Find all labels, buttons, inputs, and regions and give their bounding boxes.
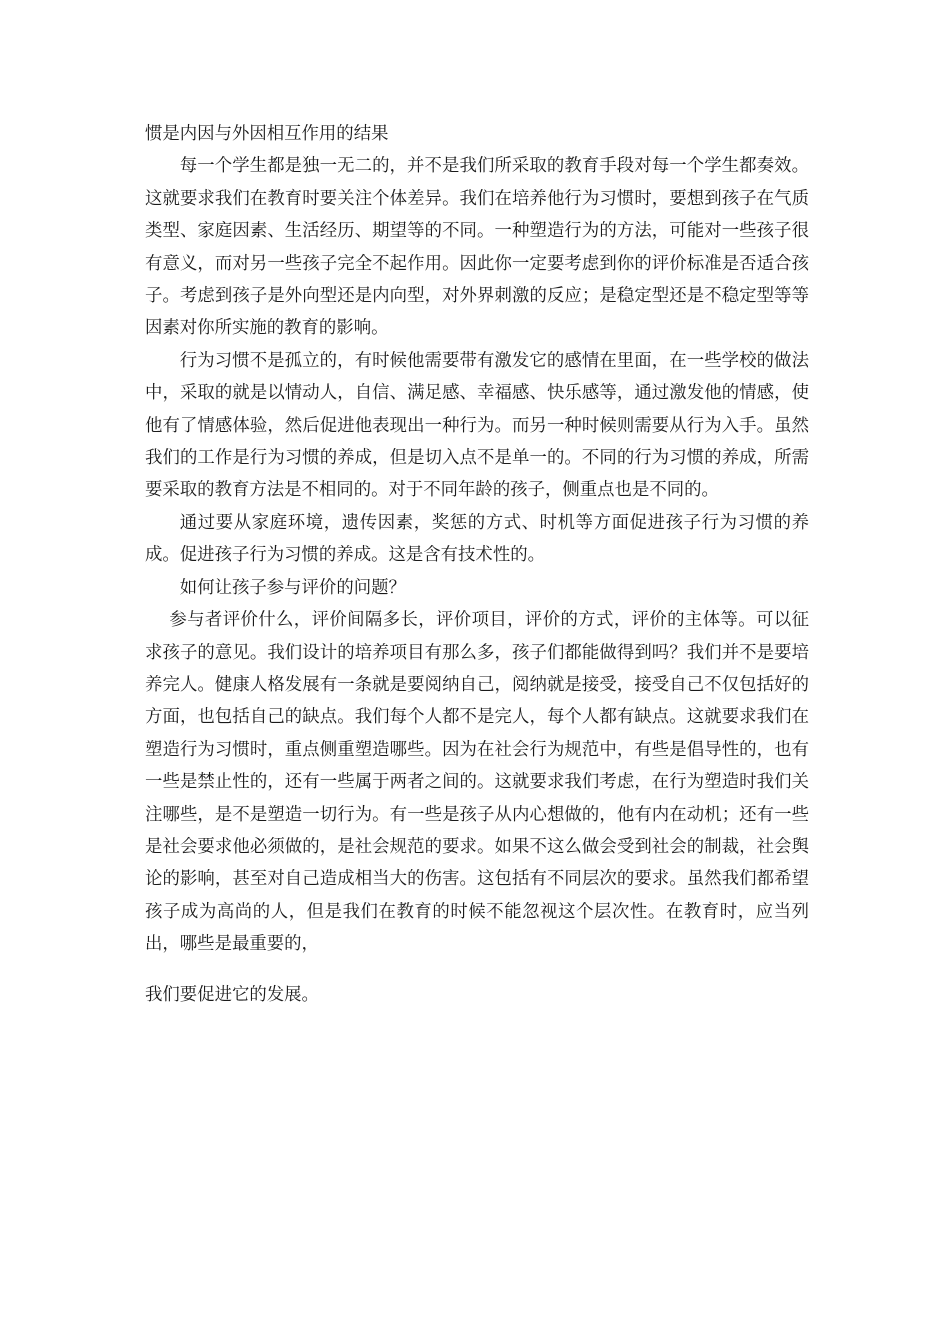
paragraph-emotion-and-behavior: 行为习惯不是孤立的，有时候他需要带有激发它的感情在里面，在一些学校的做法中，采取的就是以情动人，自信、满足感、幸福感、快乐感等，通过激发他的情感，使他有了情感体验，然后促进他表现出一种行为。而另一种时候则需要从行为入手。虽然我们的工作是行为习惯的养成，但是切入点不是单一的。不同的行为习惯的养成，所需要采取的教育方法是不相同的。对于不同年龄的孩子，侧重点也是不同的。 bbox=[145, 350, 809, 501]
document-body bbox=[145, 118, 809, 1011]
paragraph-family-factors: 通过要从家庭环境，遗传因素，奖惩的方式、时机等方面促进孩子行为习惯的养成。促进孩子行为习惯的养成。这是含有技术性的。 bbox=[145, 512, 809, 566]
paragraph-evaluation-content: 参与者评价什么，评价间隔多长，评价项目，评价的方式，评价的主体等。可以征求孩子的意见。我们设计的培养项目有那么多，孩子们都能做得到吗？我们并不是要培养完人。健康人格发展有一条就是要阅纳自己，阅纳就是接受，接受自己不仅包括好的方面，也包括自己的缺点。我们每个人都不是完人，每个人都有缺点。这就要求我们在塑造行为习惯时，重点侧重塑造哪些。因为在社会行为规范中，有些是倡导性的，也有一些是禁止性的，还有一些属于两者之间的。这就要求我们考虑，在行为塑造时我们关注哪些，是不是塑造一切行为。有一些是孩子从内心想做的，他有内在动机；还有一些是社会要求他必须做的，是社会规范的要求。如果不这么做会受到社会的制裁，社会舆论的影响，甚至对自己造成相当大的伤害。这包括有不同层次的要求。虽然我们都希望孩子成为高尚的人，但是我们在教育的时候不能忽视这个层次性。在教育时，应当列出，哪些是最重要的， bbox=[145, 610, 809, 955]
paragraph-continuation: 惯是内因与外因相互作用的结果 bbox=[145, 124, 389, 144]
paragraph-closing-line: 我们要促进它的发展。 bbox=[145, 984, 319, 1005]
section-heading-child-participation: 如何让孩子参与评价的问题？ bbox=[179, 577, 406, 598]
paragraph-individual-differences: 每一个学生都是独一无二的，并不是我们所采取的教育手段对每一个学生都奏效。这就要求我们在教育时要关注个体差异。我们在培养他行为习惯时，要想到孩子在气质类型、家庭因素、生活经历、期望等的不同。一种塑造行为的方法，可能对一些孩子很有意义，而对另一些孩子完全不起作用。因此你一定要考虑到你的评价标准是否适合孩子。考虑到孩子是外向型还是内向型，对外界刺激的反应；是稳定型还是不稳定型等等因素对你所实施的教育的影响。 bbox=[145, 156, 809, 339]
